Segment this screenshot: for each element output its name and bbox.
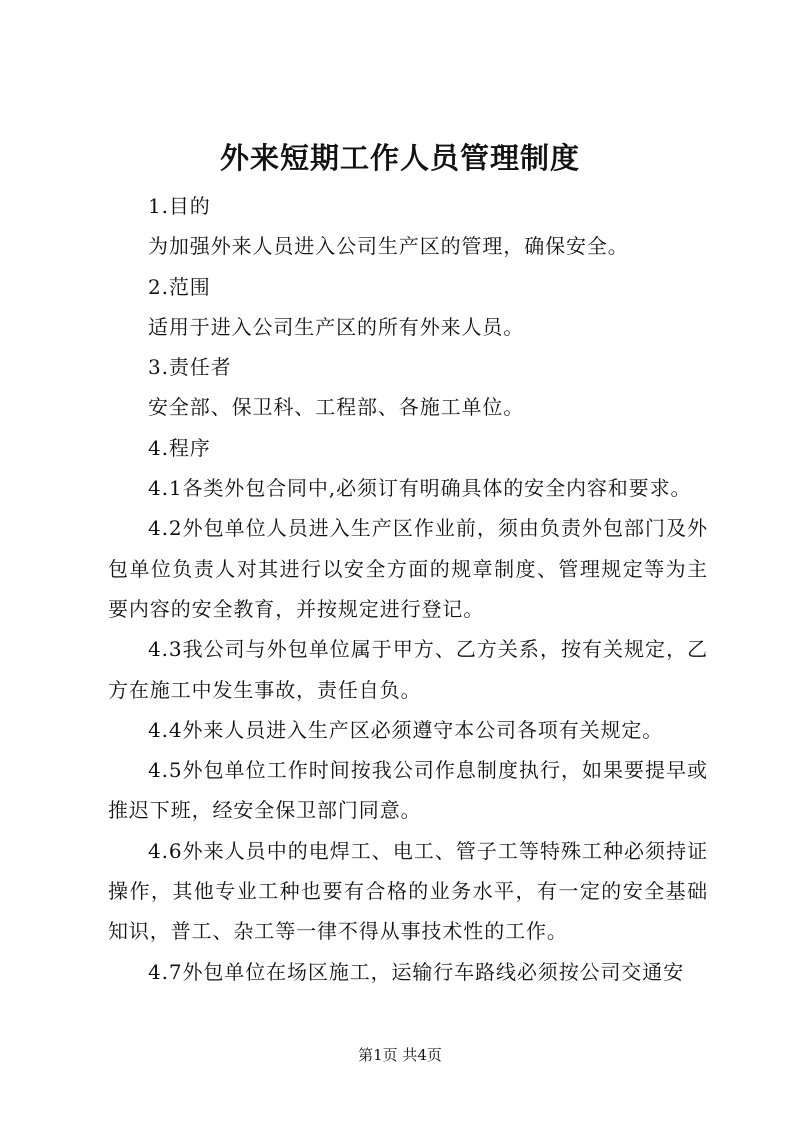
paragraph: 4.1各类外包合同中,必须订有明确具体的安全内容和要求。	[148, 476, 692, 501]
paragraph: 3.责任者	[148, 355, 232, 380]
paragraph: 2.范围	[148, 274, 211, 299]
paragraph: 适用于进入公司生产区的所有外来人员。	[148, 314, 525, 339]
paragraph: 安全部、保卫科、工程部、各施工单位。	[148, 395, 525, 420]
paragraph: 4.2外包单位人员进入生产区作业前，须由负责外包部门及外包单位负责人对其进行以安全方面的规章制度、管理规定等为主要内容的安全教育，并按规定进行登记。	[108, 516, 708, 621]
paragraph: 4.程序	[148, 435, 211, 460]
paragraph: 4.4外来人员进入生产区必须遵守本公司各项有关规定。	[148, 717, 664, 742]
page-number-footer: 第1页 共4页	[358, 1046, 442, 1064]
paragraph: 1.目的	[148, 194, 211, 218]
document-title: 外来短期工作人员管理制度	[219, 141, 580, 175]
paragraph: 4.6外来人员中的电焊工、电工、管子工等特殊工种必须持证操作，其他专业工种也要有合格的业务水平，有一定的安全基础知识，普工、杂工等一律不得从事技术性的工作。	[108, 838, 708, 944]
paragraph: 为加强外来人员进入公司生产区的管理，确保安全。	[148, 234, 629, 259]
paragraph: 4.3我公司与外包单位属于甲方、乙方关系，按有关规定，乙方在施工中发生事故，责任自负。	[108, 637, 708, 702]
paragraph: 4.5外包单位工作时间按我公司作息制度执行，如果要提早或推迟下班，经安全保卫部门同意。	[108, 758, 708, 823]
document-body	[108, 186, 708, 992]
paragraph: 4.7外包单位在场区施工，运输行车路线必须按公司交通安	[148, 959, 685, 984]
